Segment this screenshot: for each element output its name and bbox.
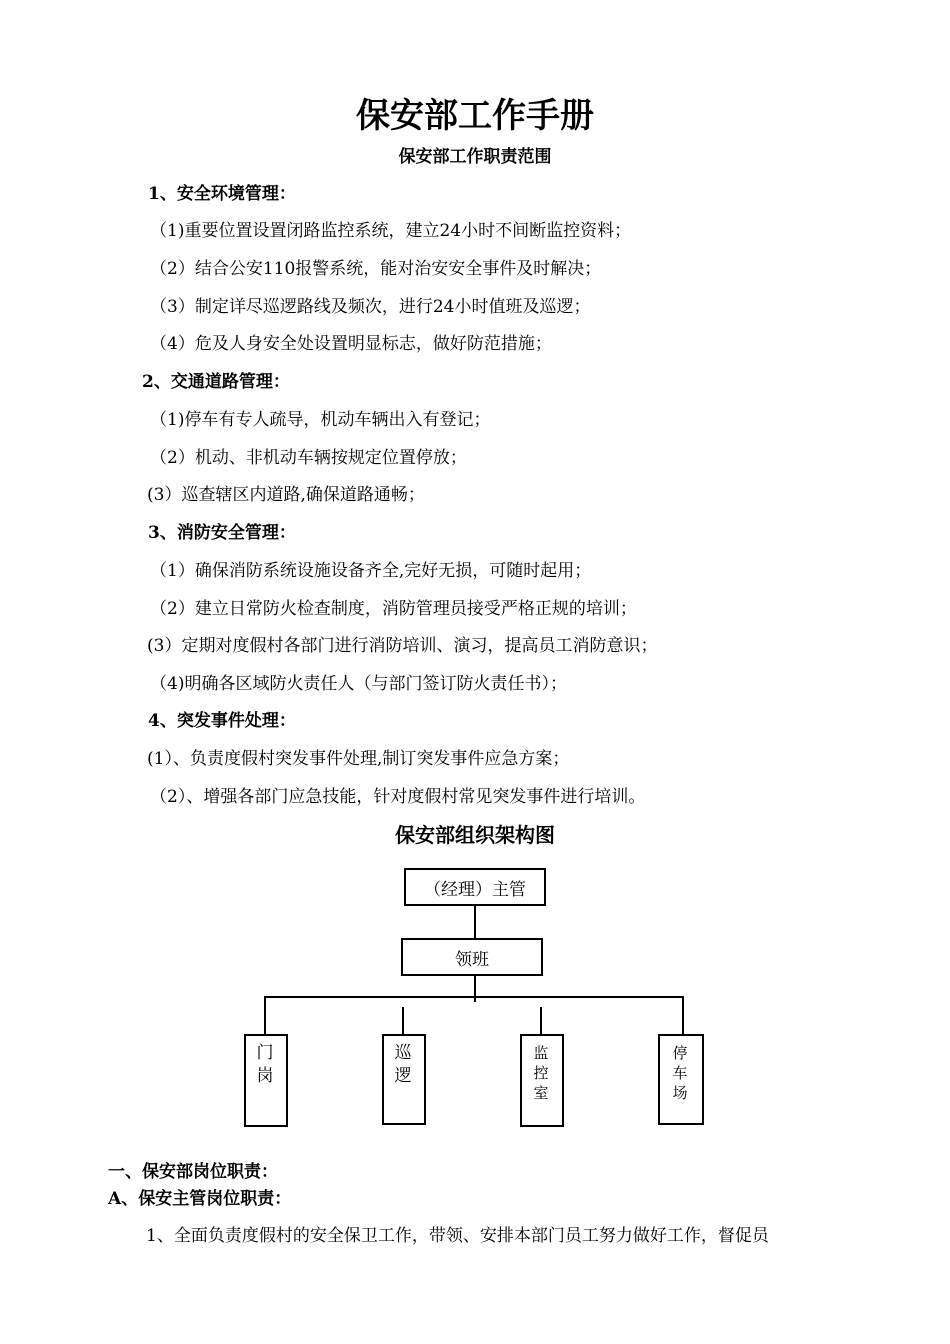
org-node-label: 监控室 (533, 1044, 549, 1102)
list-item: （1)停车有专人疏导，机动车辆出入有登记； (150, 410, 491, 430)
duties-subheading: A、保安主管岗位职责： (108, 1189, 292, 1209)
list-item: （4)明确各区域防火责任人（与部门签订防火责任书）； (150, 674, 567, 694)
list-item: （2）、增强各部门应急技能，针对度假村常见突发事件进行培训。 (150, 787, 646, 807)
list-item: （2）建立日常防火检查制度，消防管理员接受严格正规的培训； (150, 599, 637, 619)
duties-paragraph: 1、全面负责度假村的安全保卫工作，带领、安排本部门员工努力做好工作，督促员 (146, 1226, 769, 1246)
org-node-label: 领班 (455, 949, 489, 970)
org-node-team-leader (401, 938, 543, 976)
document-subtitle: 保安部工作职责范围 (398, 147, 552, 167)
connector-line (682, 996, 684, 1036)
connector-line (264, 996, 266, 1036)
section-heading-emergency: 4、突发事件处理： (148, 711, 296, 731)
section-heading-fire: 3、消防安全管理： (148, 523, 296, 543)
org-node-manager (404, 868, 546, 906)
document-title: 保安部工作手册 (356, 96, 594, 136)
list-item: (3）定期对度假村各部门进行消防培训、演习，提高员工消防意识； (147, 636, 658, 656)
section-heading-safety: 1、安全环境管理： (148, 184, 296, 204)
org-chart-title: 保安部组织架构图 (395, 823, 555, 847)
org-node-label: （经理）主管 (424, 879, 526, 900)
list-item: （1)重要位置设置闭路监控系统，建立24小时不间断监控资料； (150, 221, 632, 241)
connector-line (474, 976, 476, 1002)
org-node-label: 巡逻 (394, 1043, 412, 1086)
org-node-label: 停车场 (672, 1044, 688, 1102)
connector-line (474, 906, 476, 939)
org-node-label: 门岗 (256, 1043, 274, 1086)
list-item: （2）结合公安110报警系统，能对治安安全事件及时解决； (150, 259, 602, 279)
list-item: （2）机动、非机动车辆按规定位置停放； (150, 448, 467, 468)
duties-heading: 一、保安部岗位职责： (108, 1162, 278, 1182)
connector-line (540, 1007, 542, 1036)
list-item: （1）确保消防系统设施设备齐全,完好无损，可随时起用； (150, 561, 592, 581)
connector-line (402, 1007, 404, 1036)
connector-line (264, 996, 684, 998)
list-item: （3）制定详尽巡逻路线及频次，进行24小时值班及巡逻； (150, 297, 591, 317)
list-item: (1）、负责度假村突发事件处理,制订突发事件应急方案； (147, 749, 570, 769)
section-heading-traffic: 2、交通道路管理： (142, 372, 290, 392)
list-item: （4）危及人身安全处设置明显标志，做好防范措施； (150, 334, 552, 354)
list-item: (3）巡查辖区内道路,确保道路通畅； (147, 485, 425, 505)
